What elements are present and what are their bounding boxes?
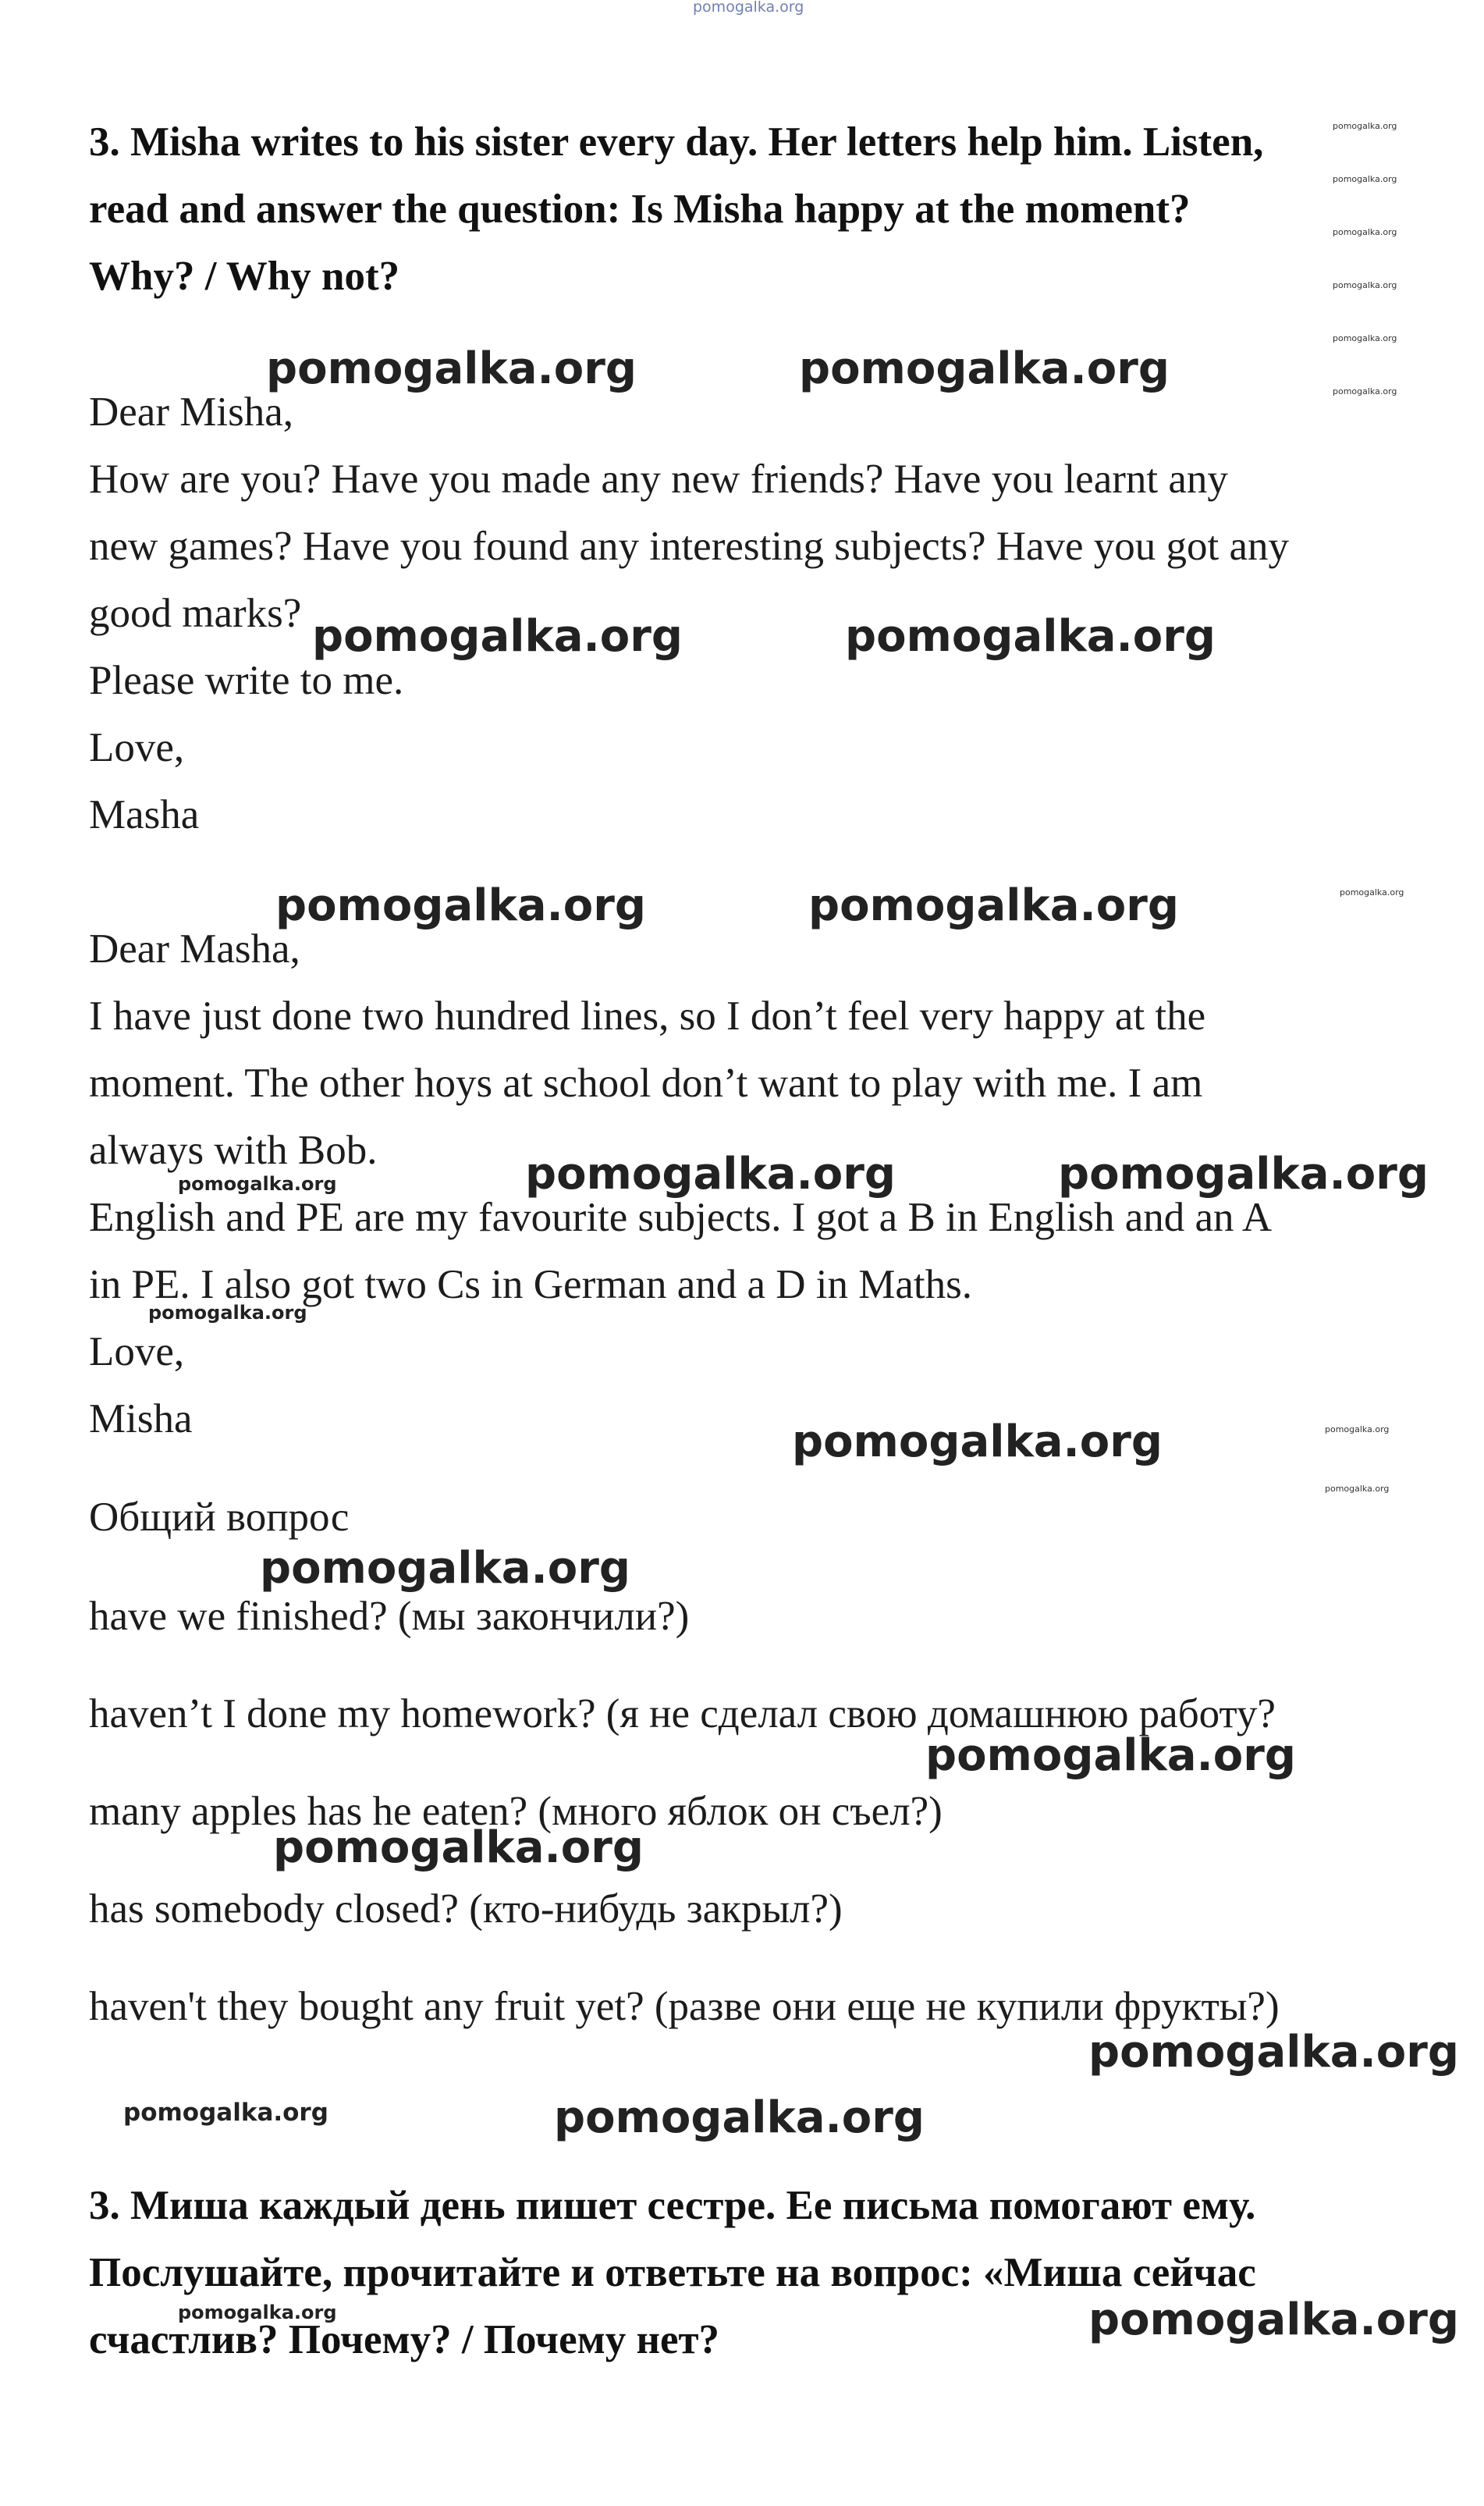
letter-2-line: moment. The other hoys at school don’t want to play with me. I am: [89, 1061, 1203, 1106]
watermark: pomogalka.org: [178, 1173, 337, 1195]
watermark: pomogalka.org: [312, 611, 683, 662]
watermark: pomogalka.org: [1333, 121, 1397, 131]
watermark: pomogalka.org: [554, 2092, 925, 2143]
letter-2-greeting: Dear Masha,: [89, 926, 300, 972]
question-item: haven’t I done my homework? (я не сделал свою домашнюю работу?: [89, 1691, 1276, 1736]
heading-ru-line-2: Послушайте, прочитайте и ответьте на вопрос: «Миша сейчас: [89, 2250, 1256, 2295]
letter-2-line: in PE. I also got two Cs in German and a D in Maths.: [89, 1262, 973, 1307]
watermark: pomogalka.org: [1333, 280, 1397, 290]
letter-2-line: I have just done two hundred lines, so I don’t feel very happy at the: [89, 994, 1206, 1039]
question-item: has somebody closed? (кто-нибудь закрыл?): [89, 1886, 843, 1932]
watermark: pomogalka.org: [845, 611, 1216, 662]
letter-2-signature: Misha: [89, 1396, 193, 1441]
watermark: pomogalka.org: [275, 880, 646, 931]
watermark: pomogalka.org: [1340, 887, 1404, 898]
watermark: pomogalka.org: [1333, 333, 1397, 343]
watermark: pomogalka.org: [266, 343, 637, 394]
watermark: pomogalka.org: [1333, 174, 1397, 184]
letter-1-line: good marks?: [89, 591, 302, 636]
watermark: pomogalka.org: [148, 1302, 307, 1324]
question-item: many apples has he eaten? (много яблок он съел?): [89, 1789, 943, 1834]
watermark: pomogalka.org: [1325, 1424, 1390, 1434]
watermark: pomogalka.org: [808, 880, 1179, 931]
letter-1-greeting: Dear Misha,: [89, 389, 293, 435]
letter-1-signature: Masha: [89, 792, 200, 837]
letter-1-line: new games? Have you found any interesting subjects? Have you got any: [89, 524, 1290, 569]
watermark: pomogalka.org: [273, 1822, 644, 1873]
heading-en-line-3: Why? / Why not?: [89, 254, 400, 299]
heading-en-line-1: 3. Misha writes to his sister every day. Her letters help him. Listen,: [89, 119, 1264, 165]
heading-ru-line-3: счастлив? Почему? / Почему нет?: [89, 2317, 720, 2362]
letter-1-line: How are you? Have you made any new friends? Have you learnt any: [89, 457, 1228, 502]
watermark: pomogalka.org: [1333, 227, 1397, 237]
watermark: pomogalka.org: [1325, 1484, 1390, 1494]
watermark: pomogalka.org: [1088, 2027, 1459, 2078]
watermark: pomogalka.org: [1058, 1149, 1429, 1200]
general-question-title: Общий вопрос: [89, 1495, 350, 1540]
watermark: pomogalka.org: [178, 2302, 337, 2323]
heading-ru-line-1: 3. Миша каждый день пишет сестре. Ее письма помогают ему.: [89, 2183, 1256, 2228]
question-item: haven't they bought any fruit yet? (разве они еще не купили фрукты?): [89, 1984, 1280, 2029]
watermark: pomogalka.org: [260, 1543, 630, 1594]
letter-1-line: Please write to me.: [89, 658, 404, 703]
watermark: pomogalka.org: [792, 1417, 1163, 1467]
letter-2-closing: Love,: [89, 1329, 185, 1374]
watermark: pomogalka.org: [693, 0, 804, 16]
watermark: pomogalka.org: [1088, 2295, 1459, 2345]
watermark: pomogalka.org: [925, 1730, 1296, 1781]
letter-1-closing: Love,: [89, 725, 185, 770]
watermark: pomogalka.org: [525, 1149, 896, 1200]
question-item: have we finished? (мы закончили?): [89, 1594, 690, 1639]
letter-2-line: always with Bob.: [89, 1128, 378, 1173]
watermark: pomogalka.org: [799, 343, 1170, 394]
watermark: pomogalka.org: [123, 2099, 328, 2127]
heading-en-line-2: read and answer the question: Is Misha happy at the moment?: [89, 187, 1191, 232]
watermark: pomogalka.org: [1333, 386, 1397, 396]
letter-2-line: English and PE are my favourite subjects. I got a B in English and an A: [89, 1195, 1273, 1240]
